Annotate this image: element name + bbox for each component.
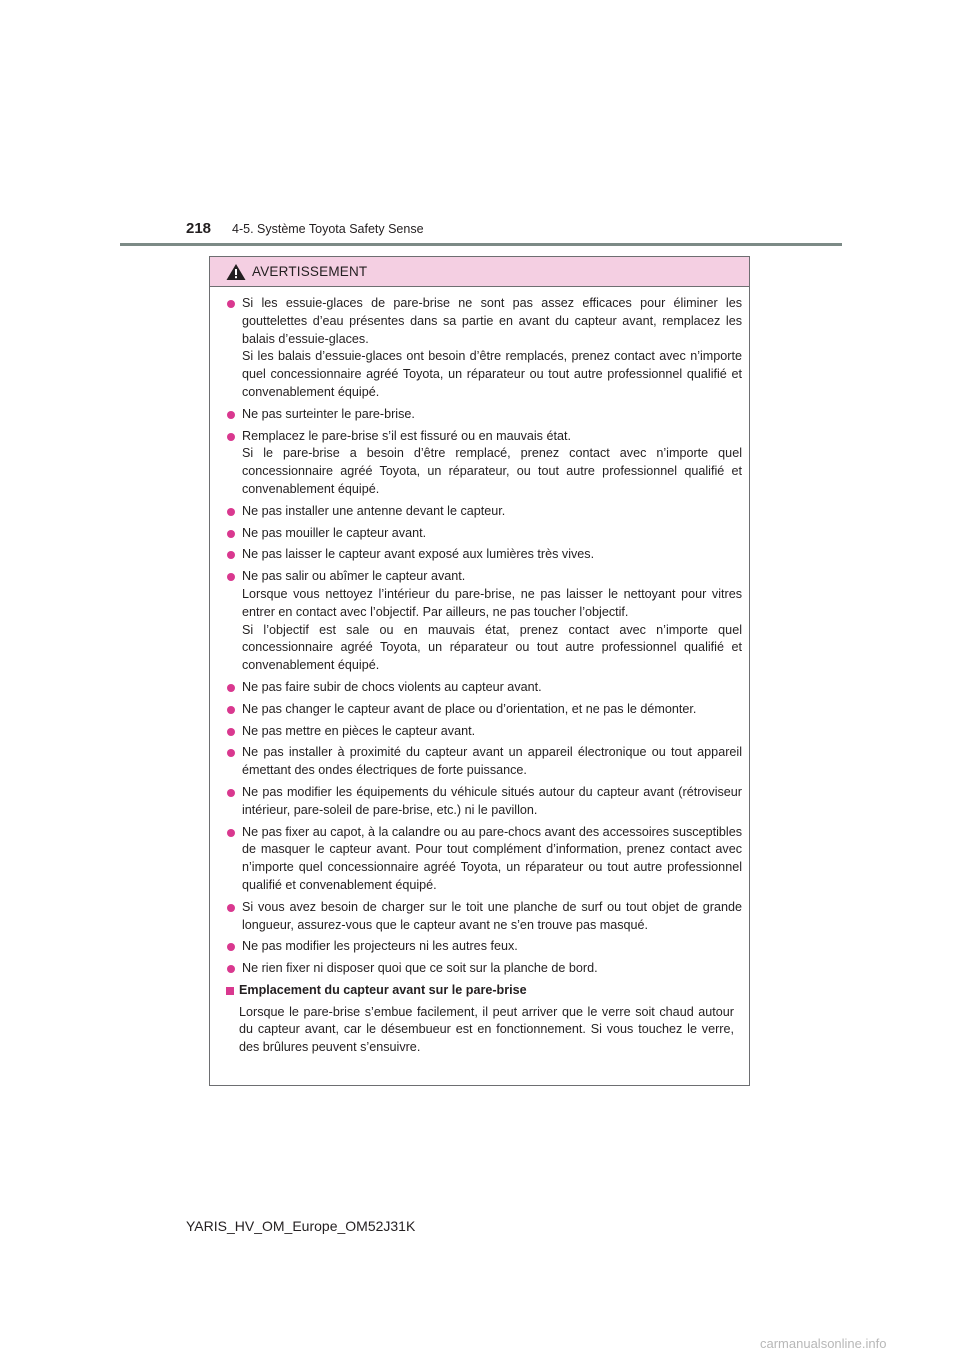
header-rule xyxy=(120,243,842,246)
bullet-dot-icon xyxy=(227,433,235,441)
warning-triangle-icon xyxy=(226,263,246,281)
bullet-dot-icon xyxy=(227,829,235,837)
bullet-dot-icon xyxy=(227,508,235,516)
bullet-paragraph: Ne pas changer le capteur avant de place ou d’orientation, et ne pas le démonter. xyxy=(242,701,697,716)
bullet-paragraph: Ne pas laisser le capteur avant exposé aux lumières très vives. xyxy=(242,547,595,562)
bullet-item xyxy=(222,679,742,697)
warning-box xyxy=(209,256,750,1086)
bullet-paragraph: Remplacez le pare-brise s’il est fissuré ou en mauvais état. xyxy=(242,428,571,443)
bullet-paragraph: Ne pas faire subir de chocs violents au capteur avant. xyxy=(242,679,542,694)
bullet-dot-icon xyxy=(227,943,235,951)
bullet-paragraph: Ne pas mouiller le capteur avant. xyxy=(242,525,427,540)
bullet-paragraph: Si le pare-brise a besoin d’être remplacé, prenez contact avec n’importe quel concessionnaire agréé Toyota, un réparateur, ou tout autre professionnel qualifié et convenablement équipé. xyxy=(242,446,742,496)
bullet-item xyxy=(222,701,742,719)
bullet-item xyxy=(222,525,742,543)
section-heading xyxy=(222,982,742,1000)
bullet-dot-icon xyxy=(227,551,235,559)
bullet-paragraph: Lorsque vous nettoyez l’intérieur du pare-brise, ne pas laisser le nettoyant pour vitres entrer en contact avec l’objectif. Par ailleurs, ne pas toucher l’objectif. xyxy=(242,586,742,619)
bullet-dot-icon xyxy=(227,789,235,797)
bullet-paragraph: Ne rien fixer ni disposer quoi que ce soit sur la planche de bord. xyxy=(242,961,598,976)
bullet-item xyxy=(222,824,742,895)
bullet-paragraph: Si l’objectif est sale ou en mauvais état, prenez contact avec n’importe quel concessionnaire agréé Toyota, un réparateur ou tout autre professionnel qualifié et convenablement équipé. xyxy=(242,622,742,673)
bullet-paragraph: Ne pas modifier les projecteurs ni les autres feux. xyxy=(242,939,518,954)
warning-header xyxy=(210,257,749,287)
warning-title: AVERTISSEMENT xyxy=(252,264,368,279)
bullet-paragraph: Ne pas mettre en pièces le capteur avant. xyxy=(242,723,476,738)
square-bullet-icon xyxy=(226,987,234,995)
bullet-item xyxy=(222,546,742,564)
bullet-paragraph: Si les balais d’essuie-glaces ont besoin d’être remplacés, prenez contact avec n’importe quel concessionnaire agréé Toyota, un réparateur ou tout autre professionnel qualifié et convenablement équipé. xyxy=(242,349,742,399)
bullet-paragraph: Ne pas fixer au capot, à la calandre ou au pare-chocs avant des accessoires susceptibles de masquer le capteur avant. Pour tout complément d’information, prenez contact avec n’importe quel concessionnaire agréé Toyota, un réparateur ou tout autre professionnel qualifié et convenablement équipé. xyxy=(242,824,742,892)
section-heading-text: Emplacement du capteur avant sur le pare-brise xyxy=(239,982,527,997)
bullet-dot-icon xyxy=(227,728,235,736)
bullet-dot-icon xyxy=(227,573,235,581)
bullet-dot-icon xyxy=(227,965,235,973)
bullet-paragraph: Ne pas modifier les équipements du véhicule situés autour du capteur avant (rétroviseur intérieur, pare-soleil de pare-brise, etc.) ni le pavillon. xyxy=(242,784,742,817)
bullet-item xyxy=(222,503,742,521)
footer-doc-code: YARIS_HV_OM_Europe_OM52J31K xyxy=(186,1218,416,1234)
bullet-item xyxy=(222,428,742,499)
bullet-item xyxy=(222,723,742,741)
bullet-item xyxy=(222,899,742,935)
bullet-dot-icon xyxy=(227,706,235,714)
bullet-item xyxy=(222,744,742,780)
bullet-paragraph: Ne pas salir ou abîmer le capteur avant. xyxy=(242,569,466,584)
bullet-dot-icon xyxy=(227,530,235,538)
bullet-paragraph: Si les essuie-glaces de pare-brise ne sont pas assez efficaces pour éliminer les gouttelettes d’eau présentes dans sa partie en avant du capteur avant, remplacez les balais d’essuie-glaces. xyxy=(242,296,742,346)
warning-body xyxy=(210,287,749,1057)
bullet-item xyxy=(222,568,742,675)
bullet-dot-icon xyxy=(227,411,235,419)
bullet-dot-icon xyxy=(227,684,235,692)
bullet-item xyxy=(222,960,742,978)
bullet-dot-icon xyxy=(227,300,235,308)
bullet-list xyxy=(222,295,742,978)
bullet-item xyxy=(222,406,742,424)
bullet-dot-icon xyxy=(227,749,235,757)
bullet-paragraph: Ne pas surteinter le pare-brise. xyxy=(242,406,415,421)
page-number: 218 xyxy=(186,220,212,237)
bullet-paragraph: Ne pas installer à proximité du capteur avant un appareil électronique ou tout appareil émettant des ondes électriques de forte puissance. xyxy=(242,745,742,778)
bullet-dot-icon xyxy=(227,904,235,912)
bullet-item xyxy=(222,938,742,956)
bullet-item xyxy=(222,295,742,402)
section-title: 4-5. Système Toyota Safety Sense xyxy=(232,222,424,236)
bullet-item xyxy=(222,784,742,820)
bullet-paragraph: Si vous avez besoin de charger sur le toit une planche de surf ou tout objet de grande longueur, assurez-vous que le capteur avant ne s’en trouve pas masqué. xyxy=(242,899,742,932)
watermark: carmanualsonline.info xyxy=(760,1336,887,1351)
section-text: Lorsque le pare-brise s’embue facilement, il peut arriver que le verre soit chaud autour du capteur avant, car le désembueur est en fonctionnement. Si vous touchez le verre, des brûlures peuvent s’ensuivre. xyxy=(239,1004,734,1055)
bullet-paragraph: Ne pas installer une antenne devant le capteur. xyxy=(242,503,506,518)
